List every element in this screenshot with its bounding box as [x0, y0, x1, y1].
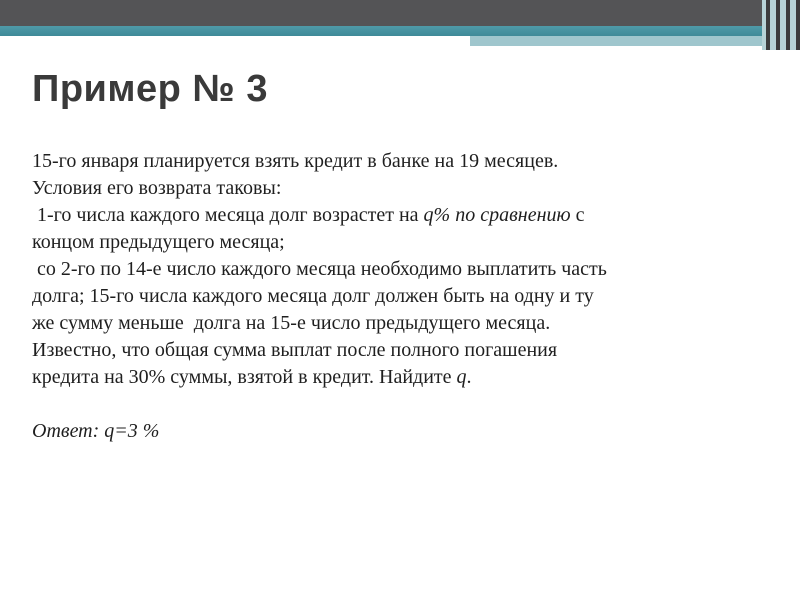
header-teal-bar	[0, 26, 762, 36]
header-stripe	[786, 0, 790, 50]
text-segment: с	[570, 204, 585, 226]
text-line: концом предыдущего месяца;	[32, 231, 285, 253]
text-line: же сумму меньше долга на 15-е число предыдущего месяца.	[32, 312, 551, 334]
text-line	[32, 202, 692, 229]
header-stripe	[776, 0, 780, 50]
text-line: со 2-го по 14-е число каждого месяца необходимо выплатить часть	[32, 258, 607, 280]
italic-segment: q% по сравнению	[423, 204, 571, 226]
answer-line: Ответ: q=3 %	[32, 420, 160, 442]
header-stripe	[796, 0, 800, 50]
text-segment: 1-го числа каждого месяца долг возрастет на	[32, 204, 424, 226]
variable-q: q	[456, 366, 467, 388]
text-line	[32, 364, 692, 391]
text-line: 15-го января планируется взять кредит в банке на 19 месяцев.	[32, 150, 559, 172]
text-line: долга; 15-го числа каждого месяца долг должен быть на одну и ту	[32, 285, 594, 307]
header-dark-bar	[0, 0, 762, 26]
problem-text	[32, 148, 692, 445]
header-teal-accent	[470, 36, 762, 46]
slide-header-decoration	[0, 0, 800, 50]
text-segment: .	[466, 366, 472, 388]
text-segment: кредита на 30% суммы, взятой в кредит. Найдите	[32, 366, 457, 388]
text-line: Известно, что общая сумма выплат после полного погашения	[32, 339, 558, 361]
header-stripe	[766, 0, 770, 50]
spacer	[32, 391, 692, 418]
text-line: Условия его возврата таковы:	[32, 177, 282, 199]
slide-title: Пример № 3	[32, 68, 268, 110]
